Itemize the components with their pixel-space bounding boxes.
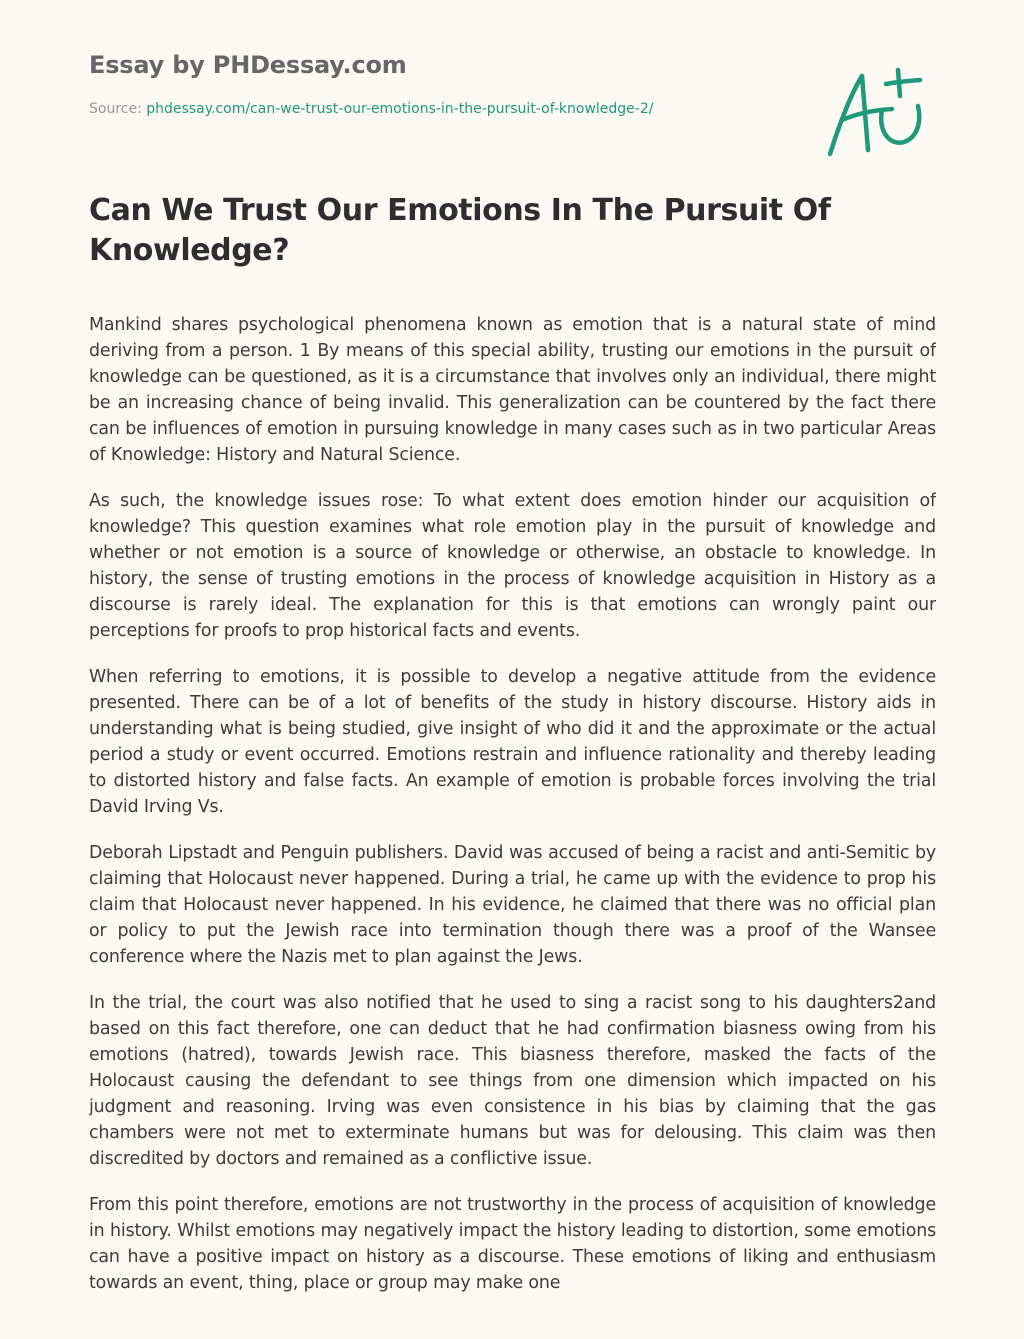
essay-paragraph: As such, the knowledge issues rose: To what extent does emotion hinder our acquisition of knowledge? This question examines what role emotion play in the pursuit of knowledge and whether or not emotion is a source of knowledge or otherwise, an obstacle to knowledge. In history, the sense of trusting emotions in the process of knowledge acquisition in History as a discourse is rarely ideal. The explanation for this is that emotions can wrongly paint our perceptions for proofs to prop historical facts and events. [89, 491, 936, 641]
essay-paragraph: In the trial, the court was also notified that he used to sing a racist song to his daughters2and based on this fact therefore, one can deduct that he had confirmation biasness owing from his emotions (hatred), towards Jewish race. This biasness therefore, masked the facts of the Holocaust causing the defendant to see things from one dimension which impacted on his judgment and reasoning. Irving was even consistence in his bias by claiming that the gas chambers were not met to exterminate humans but was for delousing. This claim was then discredited by doctors and remained as a conflictive issue. [89, 993, 936, 1169]
source-line [89, 101, 653, 117]
essay-title: Can We Trust Our Emotions In The Pursuit Of Knowledge? [89, 193, 831, 268]
essay-paragraph: When referring to emotions, it is possible to develop a negative attitude from the evidence presented. There can be of a lot of benefits of the study in history discourse. History aids in understanding what is being studied, give insight of who did it and the approximate or the actual period a study or event occurred. Emotions restrain and influence rationality and thereby leading to distorted history and false facts. An example of emotion is probable forces involving the trial David Irving Vs. [89, 667, 936, 817]
essay-paragraph: Deborah Lipstadt and Penguin publishers. David was accused of being a racist and anti-Semitic by claiming that Holocaust never happened. During a trial, he came up with the evidence to prop his claim that Holocaust never happened. In his evidence, he claimed that there was no official plan or policy to put the Jewish race into termination though there was a proof of the Wansee conference where the Nazis met to plan against the Jews. [89, 843, 936, 967]
essay-paragraph: Mankind shares psychological phenomena known as emotion that is a natural state of mind deriving from a person. 1 By means of this special ability, trusting our emotions in the pursuit of knowledge can be questioned, as it is a circumstance that involves only an individual, there might be an increasing chance of being invalid. This generalization can be countered by the fact there can be influences of emotion in pursuing knowledge in many cases such as in two particular Areas of Knowledge: History and Natural Science. [89, 315, 936, 465]
essay-body [89, 312, 936, 1292]
source-label: Source: [89, 101, 142, 117]
source-link[interactable]: phdessay.com/can-we-trust-our-emotions-in-the-pursuit-of-knowledge-2/ [146, 101, 654, 117]
site-brand: Essay by PHDessay.com [89, 51, 407, 79]
essay-paragraph: From this point therefore, emotions are not trustworthy in the process of acquisition of knowledge in history. Whilst emotions may negatively impact the history leading to distortion, some emotions can have a positive impact on history as a discourse. These emotions of liking and enthusiasm towards an event, thing, place or group may make one [89, 1195, 936, 1292]
a-plus-logo-icon [822, 62, 932, 162]
